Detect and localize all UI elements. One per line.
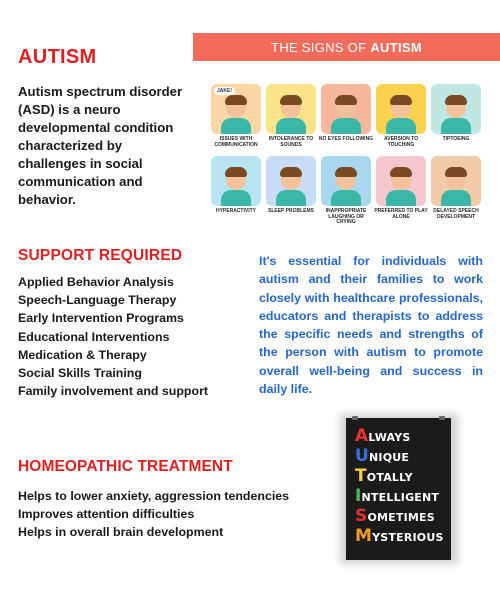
poster-word-rest: OTALLY (366, 471, 413, 484)
sign-label: TIPTOEING (442, 136, 470, 142)
ellipsis-bubble-icon (431, 156, 481, 206)
sign-label: INAPPROPRIATE LAUGHING OR CRYING (325, 208, 367, 226)
sign-item (373, 84, 429, 148)
bed-icon (266, 156, 316, 206)
poster-word-rest: LWAYS (368, 431, 411, 444)
poster-initial-letter: M (355, 526, 373, 546)
poster-line (355, 507, 444, 527)
signs-banner (193, 33, 500, 61)
poster-line (355, 427, 444, 447)
poster-line (355, 467, 444, 487)
poster-lines (355, 427, 444, 547)
support-list (18, 273, 208, 400)
list-item: Medication & Therapy (18, 347, 147, 362)
poster-word-rest: OMETIMES (367, 511, 435, 524)
poster-initial-letter: I (355, 486, 362, 506)
poster-initial-letter: U (355, 446, 370, 466)
sign-label: HYPERACTIVITY (215, 208, 256, 214)
list-item: Social Skills Training (18, 366, 142, 381)
sign-item (373, 156, 429, 220)
hand-icon (376, 84, 426, 134)
signs-banner-prefix: THE SIGNS OF (271, 39, 367, 55)
list-item: Helps to lower anxiety, aggression tendencies (18, 489, 290, 503)
list-item: Helps in overall brain development (18, 525, 224, 539)
sign-item (208, 156, 264, 215)
tear-icon (321, 156, 371, 206)
sign-label: ISSUES WITH COMMUNICATION (214, 136, 258, 148)
sign-item (263, 84, 319, 148)
list-item: Family involvement and support (18, 384, 209, 399)
sign-item (428, 84, 484, 143)
poster-line (355, 447, 444, 467)
list-item: Speech-Language Therapy (18, 293, 177, 308)
poster-initial-letter: S (355, 506, 368, 526)
autism-acrostic-poster (346, 418, 451, 560)
list-item: Improves attention difficulties (18, 507, 195, 521)
sign-label: INTOLERANCE TO SOUNDS (268, 136, 314, 148)
list-item: Early Intervention Programs (18, 311, 184, 326)
sign-item (318, 156, 374, 226)
speech-bubble-text: JAKE! (214, 87, 235, 95)
sign-label: NO EYES FOLLOWING (318, 136, 374, 142)
poster-initial-letter: T (355, 466, 367, 486)
sign-label: PREFERRED TO PLAY ALONE (374, 208, 428, 220)
poster-word-rest: NIQUE (369, 451, 410, 464)
list-item: Applied Behavior Analysis (18, 275, 174, 289)
sign-label: DELAYED SPEECH DEVELOPMENT (433, 208, 479, 220)
tiptoe-feet-icon (431, 84, 481, 134)
poster-line (355, 527, 444, 547)
autism-description: Autism spectrum disorder (ASD) is a neuro developmental condition characterized by challenges in social communication and behavior. (18, 84, 183, 207)
poster-word-rest: YSTERIOUS (372, 531, 444, 544)
signs-banner-emphasis: AUTISM (370, 39, 422, 55)
poster-initial-letter: A (355, 426, 369, 446)
support-paragraph: It's essential for individuals with autism and their families to work closely with healthcare professionals, educators and therapists to address the specific needs and strengths of the person with autism to promote overall well-being and success in daily life. (259, 254, 483, 397)
list-item: Educational Interventions (18, 329, 170, 344)
sign-item (208, 84, 264, 148)
poster-line (355, 487, 444, 507)
poster-pin-icon (352, 416, 358, 420)
toy-icon (376, 156, 426, 206)
eyes-icon (321, 84, 371, 134)
sign-item (263, 156, 319, 215)
music-notes-icon (266, 84, 316, 134)
sign-label: AVERSION TO TOUCHING (384, 136, 418, 148)
poster-word-rest: NTELLIGENT (361, 491, 440, 504)
sign-item (428, 156, 484, 220)
sign-item (318, 84, 374, 143)
homeopathic-title: HOMEOPATHIC TREATMENT (18, 458, 233, 475)
sign-label: SLEEP PROBLEMS (267, 208, 315, 214)
poster-pin-icon (439, 416, 445, 420)
homeopathic-list (18, 487, 289, 541)
autism-title: AUTISM (18, 46, 97, 68)
support-title: SUPPORT REQUIRED (18, 247, 183, 264)
speech-bubble-icon (211, 84, 261, 134)
waving-arms-icon (211, 156, 261, 206)
